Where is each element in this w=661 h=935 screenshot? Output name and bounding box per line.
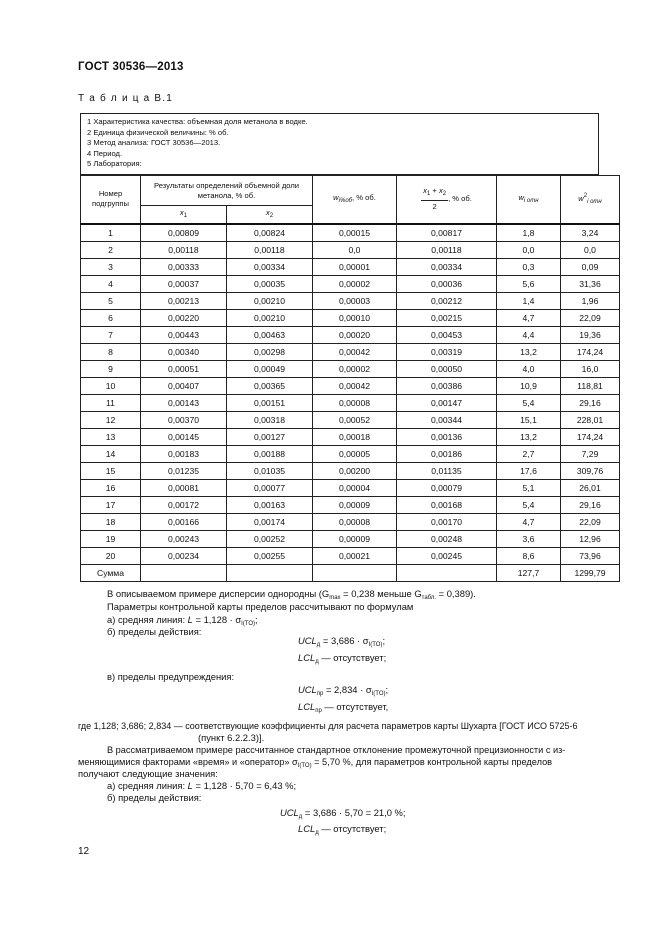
cell-w: 0,00200 <box>313 462 397 479</box>
info-line: 4 Период. <box>87 148 123 158</box>
sum-empty <box>397 564 497 581</box>
cell-wotn: 13,2 <box>497 343 561 360</box>
paragraph-homogeneity: В описываемом примере дисперсии однородны ($G_{max} = 0,238$ меньше $G_{табл.} = 0,389$). <box>107 588 476 601</box>
col-header-w2-otn: $w^2_{i отн}$ <box>561 176 620 224</box>
data-table <box>80 175 620 582</box>
table-row <box>81 445 620 462</box>
cell-mean: 0,00215 <box>397 309 497 326</box>
cell-wotn: 2,7 <box>497 445 561 462</box>
table-row <box>81 224 620 242</box>
cell-mean: 0,00212 <box>397 292 497 309</box>
cell-mean: 0,01135 <box>397 462 497 479</box>
col-header-mean: $\frac{x_1 + x_2}{2}$ , % об. <box>397 176 497 224</box>
cell-x1: 0,00809 <box>141 224 227 242</box>
cell-x1: 0,00118 <box>141 241 227 258</box>
cell-mean: 0,00186 <box>397 445 497 462</box>
cell-mean: 0,00817 <box>397 224 497 242</box>
cell-mean: 0,00334 <box>397 258 497 275</box>
cell-x2: 0,00334 <box>227 258 313 275</box>
cell-x1: 0,00333 <box>141 258 227 275</box>
cell-x1: 0,00407 <box>141 377 227 394</box>
cell-mean: 0,00118 <box>397 241 497 258</box>
cell-mean: 0,00036 <box>397 275 497 292</box>
cell-x1: 0,00143 <box>141 394 227 411</box>
paragraph-example-1: В рассматриваемом примере рассчитанное стандартное отклонение промежуточной прецизионности с из- <box>107 745 566 755</box>
cell-w2: 73,96 <box>561 547 620 564</box>
cell-mean: 0,00079 <box>397 479 497 496</box>
info-line: 3 Метод анализа: ГОСТ 30536—2013. <box>87 138 221 148</box>
table-row <box>81 275 620 292</box>
cell-wotn: 0,0 <box>497 241 561 258</box>
action-limits-label-2: б) пределы действия: <box>107 792 202 803</box>
formula-lcl-pr: $LCL_{пр}$ — отсутствует, <box>298 701 389 714</box>
sum-row <box>81 564 620 581</box>
cell-w2: 228,01 <box>561 411 620 428</box>
cell-w: 0,00009 <box>313 530 397 547</box>
cell-x2: 0,00151 <box>227 394 313 411</box>
sum-empty <box>313 564 397 581</box>
cell-n: 13 <box>81 428 141 445</box>
cell-x2: 0,00118 <box>227 241 313 258</box>
cell-n: 6 <box>81 309 141 326</box>
cell-w: 0,00052 <box>313 411 397 428</box>
table-row <box>81 411 620 428</box>
table-row <box>81 462 620 479</box>
table-row <box>81 241 620 258</box>
cell-w2: 29,16 <box>561 394 620 411</box>
cell-n: 1 <box>81 224 141 242</box>
cell-x2: 0,00127 <box>227 428 313 445</box>
cell-wotn: 4,7 <box>497 309 561 326</box>
cell-w: 0,00021 <box>313 547 397 564</box>
cell-w2: 29,16 <box>561 496 620 513</box>
cell-x1: 0,00172 <box>141 496 227 513</box>
action-limits-label: б) пределы действия: <box>107 626 202 637</box>
sum-empty <box>141 564 227 581</box>
formula-ucl-pr: $UCL_{пр} = 2,834 \cdot \sigma_{I(TO)}$; <box>298 684 389 697</box>
cell-w2: 19,36 <box>561 326 620 343</box>
cell-n: 15 <box>81 462 141 479</box>
coefficients-note: где 1,128; 3,686; 2,834 — соответствующие коэффициенты для расчета параметров карты Шухарта [ГОСТ ИСО 5725-6 <box>78 721 578 731</box>
cell-wotn: 1,8 <box>497 224 561 242</box>
cell-x1: 0,00234 <box>141 547 227 564</box>
cell-w: 0,00018 <box>313 428 397 445</box>
paragraph-example-3: получают следующие значения: <box>78 768 218 779</box>
cell-mean: 0,00319 <box>397 343 497 360</box>
table-row <box>81 428 620 445</box>
paragraph-example-2: меняющимися факторами «время» и «оператор» $\sigma_{I(TO)} = 5,70$ %, для параметров контрольной карты пределов <box>78 757 553 769</box>
cell-n: 19 <box>81 530 141 547</box>
cell-x2: 0,00210 <box>227 309 313 326</box>
cell-w: 0,00003 <box>313 292 397 309</box>
cell-wotn: 1,4 <box>497 292 561 309</box>
cell-x1: 0,01235 <box>141 462 227 479</box>
cell-w: 0,00042 <box>313 377 397 394</box>
cell-x2: 0,00210 <box>227 292 313 309</box>
cell-w: 0,00001 <box>313 258 397 275</box>
cell-wotn: 0,3 <box>497 258 561 275</box>
table-row <box>81 479 620 496</box>
cell-w2: 309,76 <box>561 462 620 479</box>
info-line: 2 Единица физической величины: % об. <box>87 127 229 137</box>
cell-w2: 0,09 <box>561 258 620 275</box>
cell-w2: 7,29 <box>561 445 620 462</box>
cell-n: 17 <box>81 496 141 513</box>
paragraph-parameters: Параметры контрольной карты пределов рассчитывают по формулам <box>107 601 414 612</box>
cell-n: 7 <box>81 326 141 343</box>
cell-x1: 0,00051 <box>141 360 227 377</box>
cell-x1: 0,00213 <box>141 292 227 309</box>
cell-n: 9 <box>81 360 141 377</box>
cell-wotn: 5,4 <box>497 496 561 513</box>
sum-w2-otn: 1299,79 <box>561 564 620 581</box>
cell-x2: 0,00255 <box>227 547 313 564</box>
cell-n: 20 <box>81 547 141 564</box>
table-row <box>81 394 620 411</box>
line-central: а) средняя линия: $L = 1,128 \cdot \sigma_{I(TO)}$; <box>107 614 258 627</box>
table-row <box>81 292 620 309</box>
cell-x2: 0,00049 <box>227 360 313 377</box>
formula-lcl: $LCL_д$ — отсутствует; <box>298 652 387 665</box>
cell-mean: 0,00248 <box>397 530 497 547</box>
table-body <box>81 224 620 582</box>
cell-x2: 0,00298 <box>227 343 313 360</box>
cell-w2: 3,24 <box>561 224 620 242</box>
cell-wotn: 4,4 <box>497 326 561 343</box>
cell-w2: 26,01 <box>561 479 620 496</box>
cell-x1: 0,00243 <box>141 530 227 547</box>
cell-w2: 0,0 <box>561 241 620 258</box>
cell-x2: 0,00077 <box>227 479 313 496</box>
cell-n: 16 <box>81 479 141 496</box>
cell-w: 0,00010 <box>313 309 397 326</box>
cell-x1: 0,00443 <box>141 326 227 343</box>
cell-wotn: 4,7 <box>497 513 561 530</box>
cell-x1: 0,00037 <box>141 275 227 292</box>
cell-wotn: 3,6 <box>497 530 561 547</box>
cell-mean: 0,00453 <box>397 326 497 343</box>
table-row <box>81 377 620 394</box>
table-caption: Т а б л и ц а В.1 <box>78 93 173 104</box>
cell-w2: 1,96 <box>561 292 620 309</box>
cell-mean: 0,00147 <box>397 394 497 411</box>
cell-wotn: 15,1 <box>497 411 561 428</box>
table-row <box>81 530 620 547</box>
cell-w: 0,00009 <box>313 496 397 513</box>
cell-n: 14 <box>81 445 141 462</box>
cell-w2: 174,24 <box>561 428 620 445</box>
info-line: 1 Характеристика качества: объемная доля метанола в водке. <box>87 117 308 126</box>
col-header-w: $w_{i\%об}$, % об. <box>313 176 397 224</box>
table-row <box>81 513 620 530</box>
cell-mean: 0,00344 <box>397 411 497 428</box>
cell-w2: 22,09 <box>561 309 620 326</box>
cell-x1: 0,00145 <box>141 428 227 445</box>
cell-wotn: 17,6 <box>497 462 561 479</box>
col-header-x2: $x_2$ <box>227 206 313 224</box>
cell-x2: 0,00463 <box>227 326 313 343</box>
cell-n: 18 <box>81 513 141 530</box>
table-info-box <box>80 113 599 175</box>
cell-wotn: 10,9 <box>497 377 561 394</box>
cell-wotn: 5,6 <box>497 275 561 292</box>
table-row <box>81 343 620 360</box>
cell-x1: 0,00370 <box>141 411 227 428</box>
cell-w2: 118,81 <box>561 377 620 394</box>
cell-w2: 22,09 <box>561 513 620 530</box>
cell-x2: 0,01035 <box>227 462 313 479</box>
cell-w: 0,00002 <box>313 360 397 377</box>
warning-limits-label: в) пределы предупреждения: <box>107 671 235 682</box>
cell-n: 11 <box>81 394 141 411</box>
col-header-w-otn: $w_{i отн}$ <box>497 176 561 224</box>
cell-w: 0,00008 <box>313 513 397 530</box>
table-row <box>81 360 620 377</box>
table-row <box>81 326 620 343</box>
cell-w: 0,00015 <box>313 224 397 242</box>
cell-w: 0,0 <box>313 241 397 258</box>
cell-mean: 0,00050 <box>397 360 497 377</box>
document-code: ГОСТ 30536—2013 <box>78 61 184 73</box>
table-row <box>81 496 620 513</box>
table-row <box>81 258 620 275</box>
col-header-group: Номер подгруппы <box>81 176 141 224</box>
col-header-results: Результаты определений объемной доли метанола, % об. <box>141 176 313 206</box>
cell-x2: 0,00035 <box>227 275 313 292</box>
cell-mean: 0,00386 <box>397 377 497 394</box>
cell-wotn: 5,4 <box>497 394 561 411</box>
cell-wotn: 13,2 <box>497 428 561 445</box>
cell-mean: 0,00170 <box>397 513 497 530</box>
cell-x2: 0,00824 <box>227 224 313 242</box>
cell-x1: 0,00183 <box>141 445 227 462</box>
sum-empty <box>227 564 313 581</box>
cell-w: 0,00004 <box>313 479 397 496</box>
cell-mean: 0,00168 <box>397 496 497 513</box>
cell-x1: 0,00081 <box>141 479 227 496</box>
cell-w2: 16,0 <box>561 360 620 377</box>
cell-wotn: 4,0 <box>497 360 561 377</box>
info-line: 5 Лаборатория: <box>87 159 142 169</box>
cell-x2: 0,00174 <box>227 513 313 530</box>
cell-w2: 31,36 <box>561 275 620 292</box>
line-central-result: а) средняя линия: L = 1,128 · 5,70 = 6,43 %; <box>107 780 297 791</box>
cell-x2: 0,00252 <box>227 530 313 547</box>
cell-x2: 0,00188 <box>227 445 313 462</box>
cell-n: 8 <box>81 343 141 360</box>
coefficients-note-ref: (пункт 6.2.2.3)]. <box>198 732 265 743</box>
table-row <box>81 309 620 326</box>
cell-mean: 0,00245 <box>397 547 497 564</box>
page-number: 12 <box>78 846 90 857</box>
cell-w2: 174,24 <box>561 343 620 360</box>
cell-x2: 0,00318 <box>227 411 313 428</box>
cell-n: 12 <box>81 411 141 428</box>
sum-w-otn: 127,7 <box>497 564 561 581</box>
formula-ucl-result: $UCL_д = 3,686 \cdot 5,70 = 21,0$ %; <box>280 807 406 820</box>
cell-x1: 0,00166 <box>141 513 227 530</box>
col-header-x1: $x_1$ <box>141 206 227 224</box>
cell-w: 0,00008 <box>313 394 397 411</box>
cell-wotn: 8,6 <box>497 547 561 564</box>
formula-ucl: $UCL_д = 3,686 \cdot \sigma_{I(TO)}$; <box>298 635 386 648</box>
cell-n: 2 <box>81 241 141 258</box>
cell-x1: 0,00340 <box>141 343 227 360</box>
mean-fraction: $\frac{x_1 + x_2}{2}$ <box>423 186 447 212</box>
cell-x1: 0,00220 <box>141 309 227 326</box>
cell-n: 10 <box>81 377 141 394</box>
cell-n: 3 <box>81 258 141 275</box>
sum-label: Сумма <box>81 564 141 581</box>
cell-mean: 0,00136 <box>397 428 497 445</box>
formula-lcl-result: $LCL_д$ — отсутствует; <box>298 823 387 836</box>
cell-w2: 12,96 <box>561 530 620 547</box>
cell-w: 0,00042 <box>313 343 397 360</box>
cell-n: 5 <box>81 292 141 309</box>
cell-w: 0,00002 <box>313 275 397 292</box>
cell-w: 0,00005 <box>313 445 397 462</box>
cell-x2: 0,00163 <box>227 496 313 513</box>
cell-wotn: 5,1 <box>497 479 561 496</box>
table-row <box>81 547 620 564</box>
cell-n: 4 <box>81 275 141 292</box>
cell-x2: 0,00365 <box>227 377 313 394</box>
cell-w: 0,00020 <box>313 326 397 343</box>
